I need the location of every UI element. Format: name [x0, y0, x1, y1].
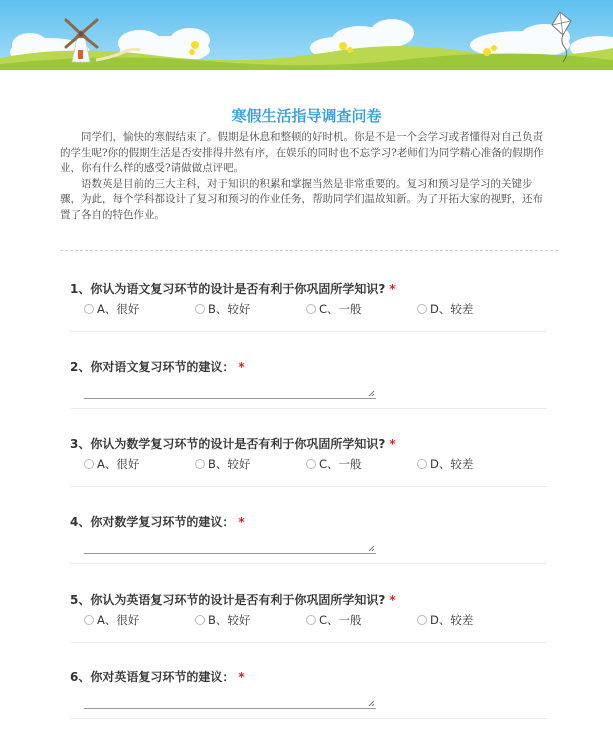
option-b[interactable] — [195, 611, 250, 629]
option-label: D、较差 — [430, 457, 474, 471]
intro-divider — [60, 250, 558, 251]
required-mark: * — [389, 593, 396, 607]
radio-button[interactable] — [195, 615, 205, 625]
option-group — [70, 455, 546, 473]
resize-handle-icon[interactable] — [368, 700, 375, 707]
question-4 — [70, 513, 546, 531]
survey-page — [0, 70, 613, 733]
question-divider — [70, 642, 547, 643]
option-label: C、一般 — [319, 457, 362, 471]
radio-button[interactable] — [84, 304, 94, 314]
radio-button[interactable] — [306, 304, 316, 314]
option-label: A、很好 — [97, 457, 140, 471]
header-banner — [0, 0, 613, 70]
option-d[interactable] — [417, 300, 473, 318]
option-c[interactable] — [306, 455, 362, 473]
question-label: 5、你认为英语复习环节的设计是否有利于你巩固所学知识? — [70, 593, 386, 607]
question-1 — [70, 280, 546, 318]
resize-handle-icon[interactable] — [368, 390, 375, 397]
question-label: 2、你对语文复习环节的建议： — [70, 360, 235, 374]
option-label: C、一般 — [319, 613, 362, 627]
required-mark: * — [238, 670, 245, 684]
question-divider — [70, 331, 547, 332]
option-label: D、较差 — [430, 302, 474, 316]
question-label: 1、你认为语文复习环节的设计是否有利于你巩固所学知识? — [70, 282, 386, 296]
radio-button[interactable] — [84, 615, 94, 625]
radio-button[interactable] — [195, 304, 205, 314]
required-mark: * — [389, 282, 396, 296]
option-label: D、较差 — [430, 613, 474, 627]
option-label: A、很好 — [97, 613, 140, 627]
option-b[interactable] — [195, 455, 250, 473]
question-title — [70, 435, 546, 453]
suggestion-textarea[interactable] — [84, 694, 376, 709]
option-c[interactable] — [306, 300, 362, 318]
option-label: C、一般 — [319, 302, 362, 316]
option-label: A、很好 — [97, 302, 140, 316]
option-label: B、较好 — [208, 457, 251, 471]
suggestion-textarea[interactable] — [84, 539, 376, 554]
survey-intro — [60, 130, 548, 223]
option-a[interactable] — [84, 455, 139, 473]
radio-button[interactable] — [417, 304, 427, 314]
question-title — [70, 513, 546, 531]
option-a[interactable] — [84, 611, 139, 629]
survey-title: 寒假生活指导调查问卷 — [231, 107, 382, 125]
question-label: 6、你对英语复习环节的建议： — [70, 670, 235, 684]
question-6 — [70, 668, 546, 686]
question-divider — [70, 408, 547, 409]
option-label: B、较好 — [208, 302, 251, 316]
question-divider — [70, 563, 547, 564]
required-mark: * — [389, 437, 396, 451]
required-mark: * — [238, 515, 245, 529]
radio-button[interactable] — [306, 615, 316, 625]
intro-paragraph-1: 同学们，愉快的寒假结束了。假期是休息和整顿的好时机。你是不是一个会学习或者懂得对自己负责的学生呢?你的假期生活是否安排得井然有序，在娱乐的同时也不忘学习?老师们为同学精心准备的假期作业，你有什么样的感受?请做做点评吧。 — [60, 131, 544, 174]
question-divider — [70, 486, 547, 487]
question-label: 3、你认为数学复习环节的设计是否有利于你巩固所学知识? — [70, 437, 386, 451]
question-label: 4、你对数学复习环节的建议： — [70, 515, 235, 529]
option-group — [70, 611, 546, 629]
option-group — [70, 300, 546, 318]
radio-button[interactable] — [306, 459, 316, 469]
radio-button[interactable] — [84, 459, 94, 469]
question-2 — [70, 358, 546, 376]
intro-paragraph-2: 语数英是目前的三大主科，对于知识的积累和掌握当然是非常重要的。复习和预习是学习的关键步骤，为此，每个学科都设计了复习和预习的作业任务，帮助同学们温故知新。为了开拓大家的视野，还布置了各自的特色作业。 — [60, 177, 543, 221]
option-a[interactable] — [84, 300, 139, 318]
question-title — [70, 668, 546, 686]
resize-handle-icon[interactable] — [368, 545, 375, 552]
question-title — [70, 591, 546, 609]
radio-button[interactable] — [195, 459, 205, 469]
radio-button[interactable] — [417, 459, 427, 469]
option-b[interactable] — [195, 300, 250, 318]
option-label: B、较好 — [208, 613, 251, 627]
question-title — [70, 358, 546, 376]
option-d[interactable] — [417, 611, 473, 629]
question-divider — [70, 718, 547, 719]
required-mark: * — [238, 360, 245, 374]
suggestion-textarea[interactable] — [84, 384, 376, 399]
question-title — [70, 280, 546, 298]
option-d[interactable] — [417, 455, 473, 473]
radio-button[interactable] — [417, 615, 427, 625]
banner-illustration — [0, 0, 613, 70]
option-c[interactable] — [306, 611, 362, 629]
question-5 — [70, 591, 546, 629]
question-3 — [70, 435, 546, 473]
